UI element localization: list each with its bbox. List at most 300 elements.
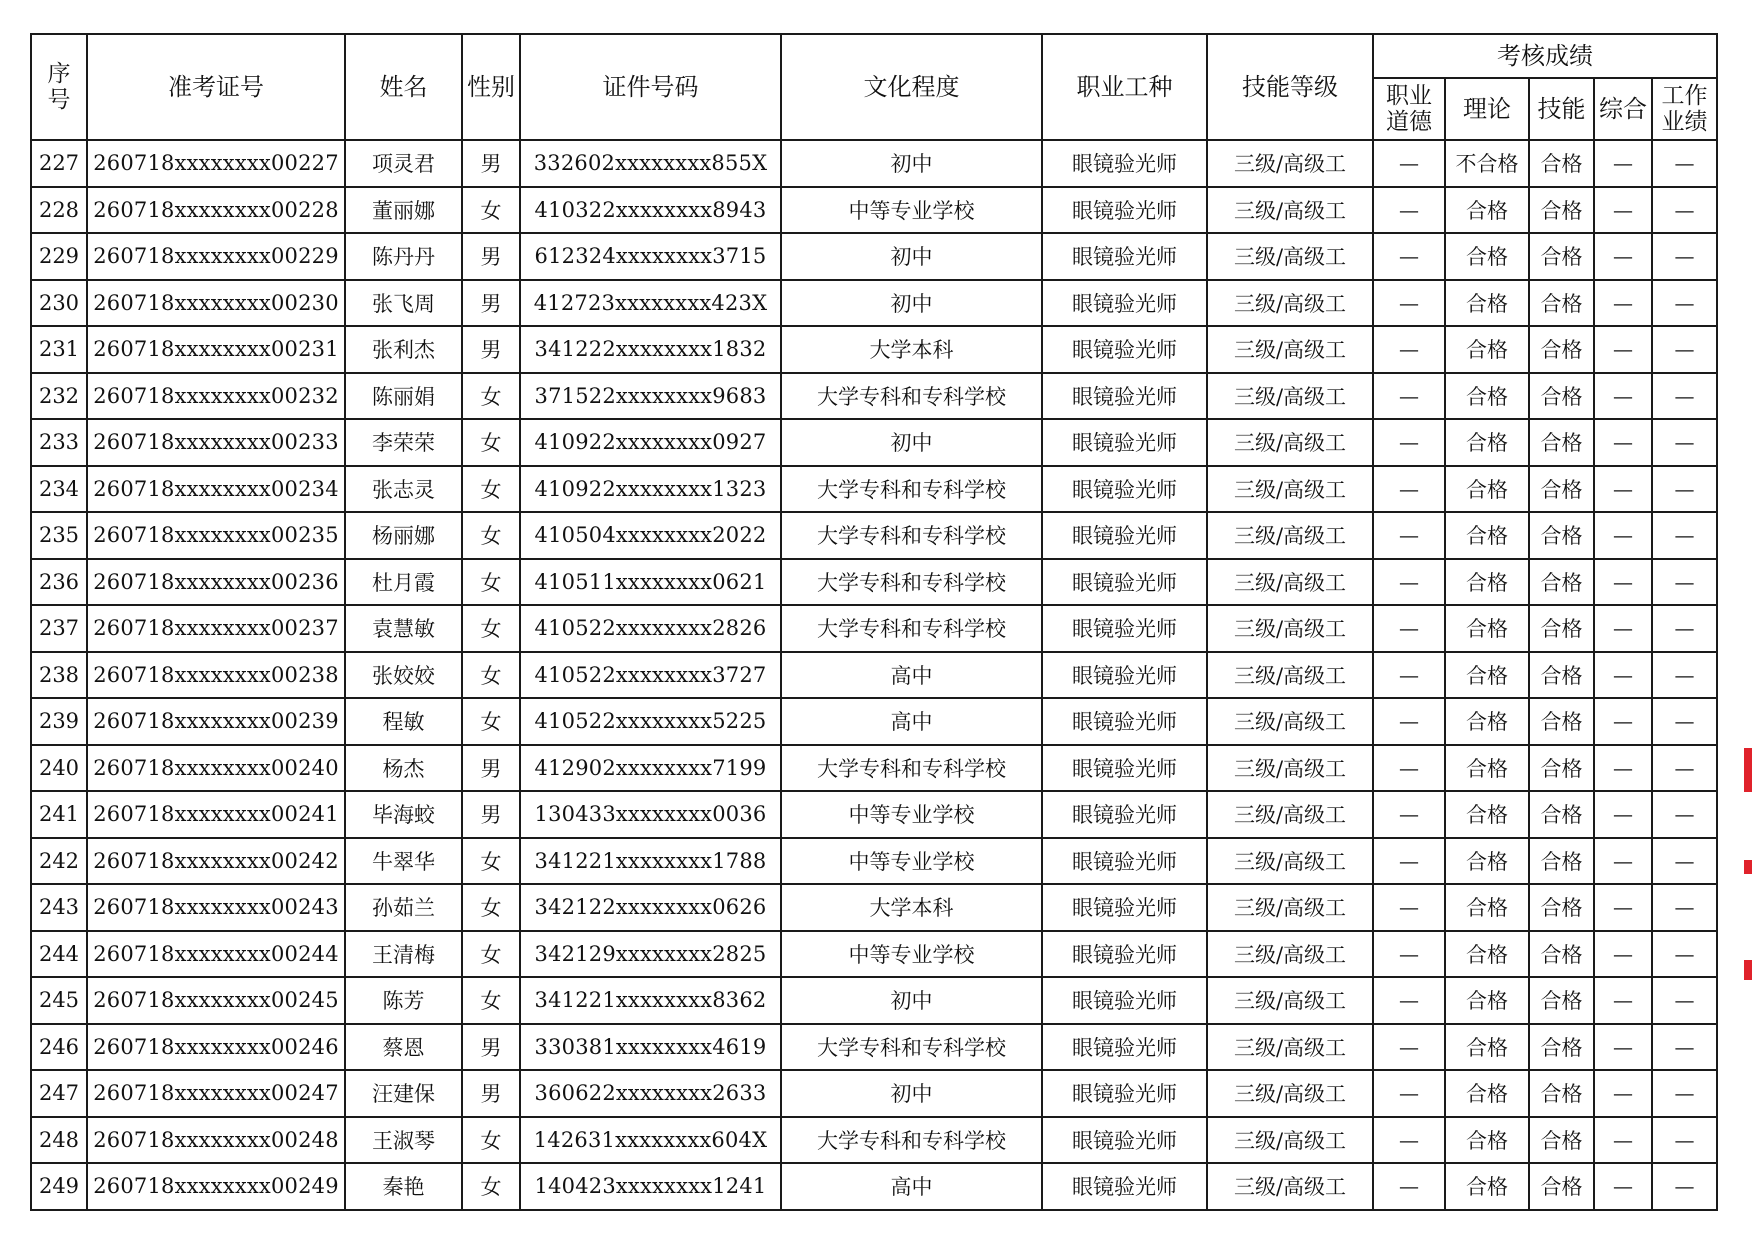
cell-skill: 合格 bbox=[1529, 140, 1594, 187]
table-body bbox=[31, 140, 1717, 1210]
header-idno: 证件号码 bbox=[520, 34, 781, 140]
header-theory: 理论 bbox=[1445, 78, 1529, 140]
header-scores-group: 考核成绩 bbox=[1373, 34, 1717, 78]
cell-name: 陈丽娟 bbox=[345, 373, 462, 420]
cell-gender: 男 bbox=[462, 791, 520, 838]
cell-name: 杨丽娜 bbox=[345, 512, 462, 559]
cell-level: 三级/高级工 bbox=[1207, 187, 1373, 234]
cell-ticket: 260718xxxxxxxx00232 bbox=[87, 373, 345, 420]
cell-overall: — bbox=[1594, 977, 1652, 1024]
cell-skill: 合格 bbox=[1529, 605, 1594, 652]
cell-name: 杜月霞 bbox=[345, 559, 462, 606]
cell-name: 牛翠华 bbox=[345, 838, 462, 885]
cell-idno: 342129xxxxxxxx2825 bbox=[520, 931, 781, 978]
results-table bbox=[30, 33, 1718, 1211]
cell-theory: 合格 bbox=[1445, 373, 1529, 420]
cell-theory: 合格 bbox=[1445, 187, 1529, 234]
cell-theory: 合格 bbox=[1445, 931, 1529, 978]
cell-ticket: 260718xxxxxxxx00228 bbox=[87, 187, 345, 234]
cell-ticket: 260718xxxxxxxx00246 bbox=[87, 1024, 345, 1071]
cell-level: 三级/高级工 bbox=[1207, 326, 1373, 373]
cell-occupation: 眼镜验光师 bbox=[1042, 187, 1207, 234]
cell-edu: 大学专科和专科学校 bbox=[781, 605, 1042, 652]
table-row bbox=[31, 931, 1717, 978]
cell-ethics: — bbox=[1373, 977, 1445, 1024]
cell-skill: 合格 bbox=[1529, 233, 1594, 280]
cell-seq: 242 bbox=[31, 838, 87, 885]
cell-level: 三级/高级工 bbox=[1207, 652, 1373, 699]
cell-level: 三级/高级工 bbox=[1207, 791, 1373, 838]
cell-name: 张飞周 bbox=[345, 280, 462, 327]
cell-occupation: 眼镜验光师 bbox=[1042, 326, 1207, 373]
red-stamp-edge bbox=[1744, 860, 1752, 874]
cell-work: — bbox=[1652, 280, 1717, 327]
cell-gender: 女 bbox=[462, 605, 520, 652]
table-row bbox=[31, 280, 1717, 327]
cell-work: — bbox=[1652, 1070, 1717, 1117]
cell-theory: 合格 bbox=[1445, 1070, 1529, 1117]
header-level: 技能等级 bbox=[1207, 34, 1373, 140]
cell-edu: 大学专科和专科学校 bbox=[781, 373, 1042, 420]
cell-work: — bbox=[1652, 187, 1717, 234]
cell-ethics: — bbox=[1373, 791, 1445, 838]
cell-edu: 大学本科 bbox=[781, 884, 1042, 931]
header-overall: 综合 bbox=[1594, 78, 1652, 140]
cell-overall: — bbox=[1594, 326, 1652, 373]
table-row bbox=[31, 1024, 1717, 1071]
cell-seq: 248 bbox=[31, 1117, 87, 1164]
cell-occupation: 眼镜验光师 bbox=[1042, 605, 1207, 652]
cell-work: — bbox=[1652, 512, 1717, 559]
cell-level: 三级/高级工 bbox=[1207, 373, 1373, 420]
cell-ticket: 260718xxxxxxxx00229 bbox=[87, 233, 345, 280]
cell-occupation: 眼镜验光师 bbox=[1042, 745, 1207, 792]
cell-edu: 大学专科和专科学校 bbox=[781, 559, 1042, 606]
cell-work: — bbox=[1652, 884, 1717, 931]
cell-theory: 合格 bbox=[1445, 698, 1529, 745]
cell-overall: — bbox=[1594, 280, 1652, 327]
red-stamp-edge bbox=[1744, 748, 1752, 792]
cell-seq: 228 bbox=[31, 187, 87, 234]
cell-level: 三级/高级工 bbox=[1207, 884, 1373, 931]
cell-overall: — bbox=[1594, 652, 1652, 699]
cell-idno: 360622xxxxxxxx2633 bbox=[520, 1070, 781, 1117]
cell-name: 陈芳 bbox=[345, 977, 462, 1024]
cell-gender: 女 bbox=[462, 466, 520, 513]
cell-occupation: 眼镜验光师 bbox=[1042, 1024, 1207, 1071]
cell-idno: 142631xxxxxxxx604X bbox=[520, 1117, 781, 1164]
cell-seq: 249 bbox=[31, 1163, 87, 1210]
cell-ticket: 260718xxxxxxxx00234 bbox=[87, 466, 345, 513]
cell-idno: 341221xxxxxxxx1788 bbox=[520, 838, 781, 885]
cell-theory: 合格 bbox=[1445, 326, 1529, 373]
cell-ticket: 260718xxxxxxxx00227 bbox=[87, 140, 345, 187]
cell-skill: 合格 bbox=[1529, 373, 1594, 420]
table-header bbox=[31, 34, 1717, 140]
cell-edu: 中等专业学校 bbox=[781, 791, 1042, 838]
cell-idno: 341221xxxxxxxx8362 bbox=[520, 977, 781, 1024]
cell-gender: 男 bbox=[462, 233, 520, 280]
cell-level: 三级/高级工 bbox=[1207, 977, 1373, 1024]
cell-ethics: — bbox=[1373, 698, 1445, 745]
cell-work: — bbox=[1652, 652, 1717, 699]
cell-skill: 合格 bbox=[1529, 326, 1594, 373]
cell-name: 董丽娜 bbox=[345, 187, 462, 234]
cell-skill: 合格 bbox=[1529, 931, 1594, 978]
cell-ethics: — bbox=[1373, 419, 1445, 466]
table-row bbox=[31, 838, 1717, 885]
results-sheet bbox=[30, 33, 1718, 1211]
cell-work: — bbox=[1652, 419, 1717, 466]
cell-overall: — bbox=[1594, 605, 1652, 652]
cell-occupation: 眼镜验光师 bbox=[1042, 884, 1207, 931]
cell-work: — bbox=[1652, 605, 1717, 652]
cell-level: 三级/高级工 bbox=[1207, 605, 1373, 652]
cell-level: 三级/高级工 bbox=[1207, 1024, 1373, 1071]
cell-overall: — bbox=[1594, 931, 1652, 978]
cell-work: — bbox=[1652, 977, 1717, 1024]
cell-occupation: 眼镜验光师 bbox=[1042, 373, 1207, 420]
cell-edu: 初中 bbox=[781, 233, 1042, 280]
table-row bbox=[31, 140, 1717, 187]
cell-overall: — bbox=[1594, 1070, 1652, 1117]
cell-edu: 大学专科和专科学校 bbox=[781, 1024, 1042, 1071]
cell-occupation: 眼镜验光师 bbox=[1042, 512, 1207, 559]
cell-work: — bbox=[1652, 838, 1717, 885]
cell-ethics: — bbox=[1373, 1070, 1445, 1117]
cell-occupation: 眼镜验光师 bbox=[1042, 233, 1207, 280]
cell-theory: 合格 bbox=[1445, 559, 1529, 606]
cell-edu: 初中 bbox=[781, 280, 1042, 327]
cell-skill: 合格 bbox=[1529, 1163, 1594, 1210]
cell-gender: 男 bbox=[462, 1070, 520, 1117]
cell-idno: 410922xxxxxxxx0927 bbox=[520, 419, 781, 466]
cell-gender: 女 bbox=[462, 559, 520, 606]
cell-occupation: 眼镜验光师 bbox=[1042, 140, 1207, 187]
cell-occupation: 眼镜验光师 bbox=[1042, 280, 1207, 327]
cell-ticket: 260718xxxxxxxx00233 bbox=[87, 419, 345, 466]
cell-overall: — bbox=[1594, 698, 1652, 745]
cell-seq: 238 bbox=[31, 652, 87, 699]
cell-name: 蔡恩 bbox=[345, 1024, 462, 1071]
cell-level: 三级/高级工 bbox=[1207, 698, 1373, 745]
cell-theory: 合格 bbox=[1445, 419, 1529, 466]
cell-name: 张姣姣 bbox=[345, 652, 462, 699]
cell-ticket: 260718xxxxxxxx00249 bbox=[87, 1163, 345, 1210]
cell-edu: 大学专科和专科学校 bbox=[781, 1117, 1042, 1164]
cell-seq: 240 bbox=[31, 745, 87, 792]
cell-skill: 合格 bbox=[1529, 791, 1594, 838]
cell-ticket: 260718xxxxxxxx00245 bbox=[87, 977, 345, 1024]
cell-edu: 高中 bbox=[781, 1163, 1042, 1210]
cell-level: 三级/高级工 bbox=[1207, 466, 1373, 513]
cell-work: — bbox=[1652, 326, 1717, 373]
cell-name: 张志灵 bbox=[345, 466, 462, 513]
cell-skill: 合格 bbox=[1529, 559, 1594, 606]
cell-gender: 男 bbox=[462, 140, 520, 187]
cell-name: 孙茹兰 bbox=[345, 884, 462, 931]
cell-name: 陈丹丹 bbox=[345, 233, 462, 280]
cell-skill: 合格 bbox=[1529, 466, 1594, 513]
table-row bbox=[31, 559, 1717, 606]
cell-overall: — bbox=[1594, 1163, 1652, 1210]
header-gender: 性别 bbox=[462, 34, 520, 140]
header-skill: 技能 bbox=[1529, 78, 1594, 140]
cell-gender: 男 bbox=[462, 326, 520, 373]
cell-ethics: — bbox=[1373, 466, 1445, 513]
cell-idno: 130433xxxxxxxx0036 bbox=[520, 791, 781, 838]
cell-level: 三级/高级工 bbox=[1207, 1163, 1373, 1210]
cell-gender: 女 bbox=[462, 931, 520, 978]
cell-seq: 230 bbox=[31, 280, 87, 327]
cell-occupation: 眼镜验光师 bbox=[1042, 698, 1207, 745]
cell-edu: 初中 bbox=[781, 419, 1042, 466]
cell-idno: 412902xxxxxxxx7199 bbox=[520, 745, 781, 792]
cell-ethics: — bbox=[1373, 1117, 1445, 1164]
cell-occupation: 眼镜验光师 bbox=[1042, 466, 1207, 513]
cell-skill: 合格 bbox=[1529, 652, 1594, 699]
cell-name: 王淑琴 bbox=[345, 1117, 462, 1164]
cell-occupation: 眼镜验光师 bbox=[1042, 419, 1207, 466]
cell-level: 三级/高级工 bbox=[1207, 838, 1373, 885]
header-ethics: 职业道德 bbox=[1373, 78, 1445, 140]
cell-level: 三级/高级工 bbox=[1207, 745, 1373, 792]
table-row bbox=[31, 1163, 1717, 1210]
cell-theory: 合格 bbox=[1445, 884, 1529, 931]
cell-overall: — bbox=[1594, 373, 1652, 420]
cell-skill: 合格 bbox=[1529, 419, 1594, 466]
cell-name: 程敏 bbox=[345, 698, 462, 745]
table-row bbox=[31, 605, 1717, 652]
cell-level: 三级/高级工 bbox=[1207, 1070, 1373, 1117]
cell-occupation: 眼镜验光师 bbox=[1042, 559, 1207, 606]
cell-level: 三级/高级工 bbox=[1207, 280, 1373, 327]
cell-seq: 243 bbox=[31, 884, 87, 931]
cell-edu: 初中 bbox=[781, 1070, 1042, 1117]
cell-seq: 232 bbox=[31, 373, 87, 420]
cell-edu: 大学专科和专科学校 bbox=[781, 512, 1042, 559]
cell-theory: 合格 bbox=[1445, 745, 1529, 792]
cell-name: 项灵君 bbox=[345, 140, 462, 187]
cell-edu: 高中 bbox=[781, 698, 1042, 745]
cell-idno: 140423xxxxxxxx1241 bbox=[520, 1163, 781, 1210]
table-row bbox=[31, 1070, 1717, 1117]
cell-idno: 410504xxxxxxxx2022 bbox=[520, 512, 781, 559]
cell-overall: — bbox=[1594, 1024, 1652, 1071]
cell-idno: 410522xxxxxxxx3727 bbox=[520, 652, 781, 699]
cell-overall: — bbox=[1594, 791, 1652, 838]
cell-gender: 女 bbox=[462, 187, 520, 234]
header-name: 姓名 bbox=[345, 34, 462, 140]
cell-theory: 合格 bbox=[1445, 466, 1529, 513]
cell-theory: 合格 bbox=[1445, 791, 1529, 838]
cell-seq: 246 bbox=[31, 1024, 87, 1071]
cell-seq: 234 bbox=[31, 466, 87, 513]
cell-skill: 合格 bbox=[1529, 884, 1594, 931]
cell-edu: 中等专业学校 bbox=[781, 187, 1042, 234]
cell-seq: 245 bbox=[31, 977, 87, 1024]
cell-edu: 初中 bbox=[781, 140, 1042, 187]
cell-ticket: 260718xxxxxxxx00239 bbox=[87, 698, 345, 745]
cell-ticket: 260718xxxxxxxx00230 bbox=[87, 280, 345, 327]
cell-skill: 合格 bbox=[1529, 1024, 1594, 1071]
table-row bbox=[31, 326, 1717, 373]
cell-edu: 大学专科和专科学校 bbox=[781, 466, 1042, 513]
cell-gender: 男 bbox=[462, 1024, 520, 1071]
cell-work: — bbox=[1652, 698, 1717, 745]
cell-edu: 初中 bbox=[781, 977, 1042, 1024]
table-row bbox=[31, 419, 1717, 466]
cell-idno: 410511xxxxxxxx0621 bbox=[520, 559, 781, 606]
table-row bbox=[31, 512, 1717, 559]
cell-ethics: — bbox=[1373, 931, 1445, 978]
cell-work: — bbox=[1652, 791, 1717, 838]
table-row bbox=[31, 1117, 1717, 1164]
table-row bbox=[31, 698, 1717, 745]
cell-overall: — bbox=[1594, 884, 1652, 931]
cell-overall: — bbox=[1594, 187, 1652, 234]
cell-seq: 239 bbox=[31, 698, 87, 745]
cell-edu: 大学专科和专科学校 bbox=[781, 745, 1042, 792]
cell-overall: — bbox=[1594, 745, 1652, 792]
cell-theory: 合格 bbox=[1445, 512, 1529, 559]
cell-ticket: 260718xxxxxxxx00244 bbox=[87, 931, 345, 978]
cell-overall: — bbox=[1594, 559, 1652, 606]
cell-ticket: 260718xxxxxxxx00247 bbox=[87, 1070, 345, 1117]
cell-ticket: 260718xxxxxxxx00235 bbox=[87, 512, 345, 559]
cell-work: — bbox=[1652, 466, 1717, 513]
cell-ticket: 260718xxxxxxxx00242 bbox=[87, 838, 345, 885]
cell-work: — bbox=[1652, 233, 1717, 280]
cell-occupation: 眼镜验光师 bbox=[1042, 652, 1207, 699]
cell-edu: 高中 bbox=[781, 652, 1042, 699]
cell-level: 三级/高级工 bbox=[1207, 559, 1373, 606]
cell-ethics: — bbox=[1373, 1024, 1445, 1071]
cell-theory: 合格 bbox=[1445, 605, 1529, 652]
cell-seq: 229 bbox=[31, 233, 87, 280]
cell-edu: 大学本科 bbox=[781, 326, 1042, 373]
cell-ticket: 260718xxxxxxxx00241 bbox=[87, 791, 345, 838]
cell-overall: — bbox=[1594, 140, 1652, 187]
cell-seq: 236 bbox=[31, 559, 87, 606]
cell-seq: 241 bbox=[31, 791, 87, 838]
cell-skill: 合格 bbox=[1529, 280, 1594, 327]
cell-ethics: — bbox=[1373, 280, 1445, 327]
cell-ethics: — bbox=[1373, 559, 1445, 606]
cell-occupation: 眼镜验光师 bbox=[1042, 931, 1207, 978]
cell-occupation: 眼镜验光师 bbox=[1042, 1070, 1207, 1117]
cell-theory: 合格 bbox=[1445, 280, 1529, 327]
cell-level: 三级/高级工 bbox=[1207, 140, 1373, 187]
cell-theory: 合格 bbox=[1445, 233, 1529, 280]
cell-work: — bbox=[1652, 1024, 1717, 1071]
cell-ethics: — bbox=[1373, 187, 1445, 234]
cell-level: 三级/高级工 bbox=[1207, 1117, 1373, 1164]
cell-overall: — bbox=[1594, 512, 1652, 559]
cell-gender: 男 bbox=[462, 745, 520, 792]
table-row bbox=[31, 884, 1717, 931]
header-occupation: 职业工种 bbox=[1042, 34, 1207, 140]
cell-idno: 410522xxxxxxxx5225 bbox=[520, 698, 781, 745]
cell-work: — bbox=[1652, 1117, 1717, 1164]
cell-gender: 女 bbox=[462, 419, 520, 466]
cell-ethics: — bbox=[1373, 605, 1445, 652]
header-seq: 序号 bbox=[31, 34, 87, 140]
cell-name: 毕海蛟 bbox=[345, 791, 462, 838]
cell-name: 袁慧敏 bbox=[345, 605, 462, 652]
cell-seq: 237 bbox=[31, 605, 87, 652]
cell-theory: 合格 bbox=[1445, 652, 1529, 699]
cell-ethics: — bbox=[1373, 745, 1445, 792]
cell-idno: 612324xxxxxxxx3715 bbox=[520, 233, 781, 280]
cell-seq: 244 bbox=[31, 931, 87, 978]
header-edu: 文化程度 bbox=[781, 34, 1042, 140]
cell-overall: — bbox=[1594, 838, 1652, 885]
cell-gender: 女 bbox=[462, 652, 520, 699]
cell-idno: 332602xxxxxxxx855X bbox=[520, 140, 781, 187]
cell-gender: 女 bbox=[462, 838, 520, 885]
cell-work: — bbox=[1652, 140, 1717, 187]
cell-work: — bbox=[1652, 559, 1717, 606]
cell-idno: 410322xxxxxxxx8943 bbox=[520, 187, 781, 234]
cell-work: — bbox=[1652, 931, 1717, 978]
cell-ethics: — bbox=[1373, 373, 1445, 420]
cell-edu: 中等专业学校 bbox=[781, 838, 1042, 885]
cell-skill: 合格 bbox=[1529, 187, 1594, 234]
cell-overall: — bbox=[1594, 1117, 1652, 1164]
cell-idno: 410922xxxxxxxx1323 bbox=[520, 466, 781, 513]
cell-ethics: — bbox=[1373, 652, 1445, 699]
cell-work: — bbox=[1652, 1163, 1717, 1210]
cell-idno: 342122xxxxxxxx0626 bbox=[520, 884, 781, 931]
cell-name: 王清梅 bbox=[345, 931, 462, 978]
cell-gender: 女 bbox=[462, 884, 520, 931]
cell-gender: 女 bbox=[462, 698, 520, 745]
cell-seq: 231 bbox=[31, 326, 87, 373]
cell-theory: 合格 bbox=[1445, 838, 1529, 885]
cell-gender: 女 bbox=[462, 977, 520, 1024]
cell-ethics: — bbox=[1373, 512, 1445, 559]
cell-name: 杨杰 bbox=[345, 745, 462, 792]
cell-idno: 371522xxxxxxxx9683 bbox=[520, 373, 781, 420]
cell-gender: 女 bbox=[462, 373, 520, 420]
cell-skill: 合格 bbox=[1529, 745, 1594, 792]
cell-overall: — bbox=[1594, 466, 1652, 513]
cell-skill: 合格 bbox=[1529, 512, 1594, 559]
cell-name: 张利杰 bbox=[345, 326, 462, 373]
table-row bbox=[31, 791, 1717, 838]
cell-overall: — bbox=[1594, 233, 1652, 280]
cell-level: 三级/高级工 bbox=[1207, 233, 1373, 280]
cell-theory: 不合格 bbox=[1445, 140, 1529, 187]
table-row bbox=[31, 977, 1717, 1024]
cell-occupation: 眼镜验光师 bbox=[1042, 1117, 1207, 1164]
cell-ticket: 260718xxxxxxxx00236 bbox=[87, 559, 345, 606]
cell-occupation: 眼镜验光师 bbox=[1042, 977, 1207, 1024]
cell-theory: 合格 bbox=[1445, 977, 1529, 1024]
table-row bbox=[31, 652, 1717, 699]
header-work: 工作业绩 bbox=[1652, 78, 1717, 140]
cell-skill: 合格 bbox=[1529, 1117, 1594, 1164]
cell-seq: 227 bbox=[31, 140, 87, 187]
cell-ticket: 260718xxxxxxxx00231 bbox=[87, 326, 345, 373]
cell-theory: 合格 bbox=[1445, 1024, 1529, 1071]
cell-seq: 235 bbox=[31, 512, 87, 559]
header-ticket: 准考证号 bbox=[87, 34, 345, 140]
cell-occupation: 眼镜验光师 bbox=[1042, 838, 1207, 885]
cell-ethics: — bbox=[1373, 1163, 1445, 1210]
cell-ethics: — bbox=[1373, 140, 1445, 187]
